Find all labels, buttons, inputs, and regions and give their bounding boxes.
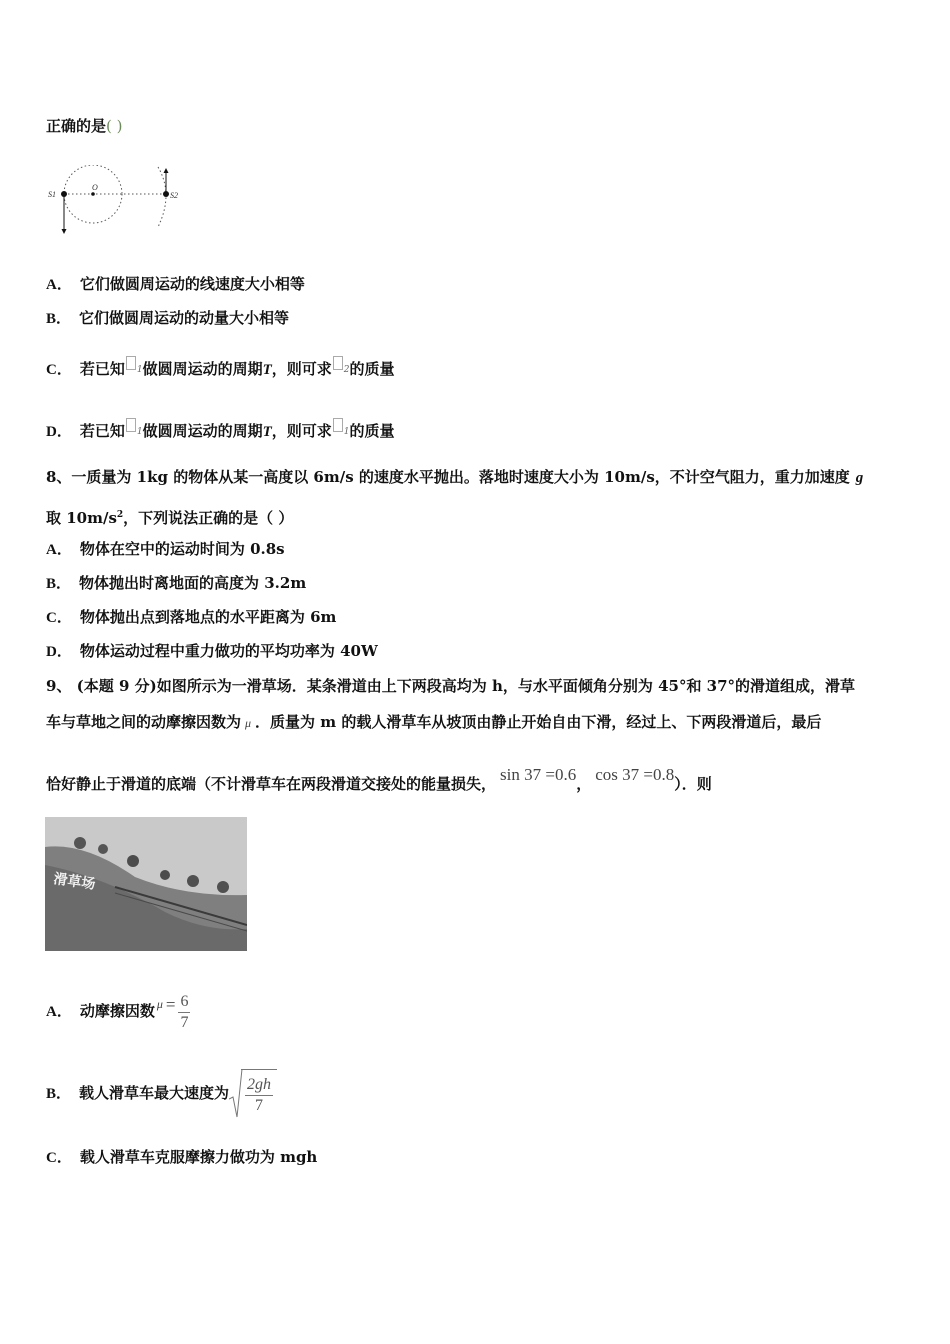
option-text: 它们做圆周运动的线速度大小相等	[79, 275, 305, 293]
option-key: D．	[46, 424, 72, 440]
option-text: 它们做圆周运动的动量大小相等	[79, 309, 290, 327]
option-key: B．	[46, 311, 72, 327]
q7-option-a	[46, 274, 305, 295]
mu-symbol: μ	[245, 716, 252, 730]
option-key: C．	[46, 1150, 72, 1166]
photo-tree	[160, 870, 170, 880]
subscript: 1	[343, 427, 350, 437]
fraction-numerator: 6	[178, 992, 190, 1013]
option-text-mid: 做圆周运动的周期	[142, 360, 263, 378]
q9-text: 9、 (本题 9 分)如图所示为一滑草场．某条滑道由上下两段高均为 h，与水平面倾角分别为 45°和 37°的滑道组成，滑草	[46, 677, 856, 695]
option-key: C．	[46, 610, 72, 626]
q9-text: 车与草地之间的动摩擦因数为	[46, 713, 242, 731]
photo-tree	[187, 875, 199, 887]
option-text: 物体抛出点到落地点的水平距离为 6m	[79, 608, 337, 626]
photo-tree	[74, 837, 86, 849]
q8-option-c	[46, 607, 336, 628]
superscript: 2	[116, 510, 124, 520]
q7-option-b	[46, 308, 289, 329]
q9-option-a	[46, 982, 190, 1031]
sin-formula: sin 37 =0.6	[500, 765, 577, 784]
q9-text: ）．则	[674, 775, 712, 793]
q9-text: ．质量为 m 的载人滑草车从坡顶由静止开始自由下滑，经过上、下两段滑道后，最后	[255, 713, 822, 731]
q8-text: ，下列说法正确的是（ ）	[123, 509, 294, 527]
orbit-arc-s2	[158, 167, 166, 227]
option-key: A．	[46, 542, 72, 558]
missing-symbol-placeholder	[333, 356, 343, 370]
fraction	[178, 992, 190, 1033]
period-variable: T	[262, 362, 272, 378]
option-key: C．	[46, 362, 72, 378]
label-o: O	[92, 183, 98, 192]
option-text: 物体抛出时离地面的高度为 3.2m	[79, 574, 307, 592]
mu-symbol: μ	[156, 997, 163, 1011]
subscript: 1	[136, 427, 143, 437]
q8-text: 取 10m/s	[46, 509, 117, 527]
q7-option-d	[46, 418, 395, 442]
missing-symbol-placeholder	[333, 418, 343, 432]
q7-option-c	[46, 356, 395, 380]
q8-text: 8、一质量为 1kg 的物体从某一高度以 6m/s 的速度水平抛出。落地时速度大小为 10m/s，不计空气阻力，重力加速度	[46, 468, 850, 486]
equals-sign: =	[165, 995, 176, 1014]
option-key: A．	[46, 1004, 72, 1020]
q9-text: ，	[576, 775, 592, 793]
q8-option-a	[46, 539, 285, 560]
intro-line	[46, 116, 123, 136]
photo-tree	[98, 844, 108, 854]
answer-paren: ( )	[106, 117, 123, 135]
q8-stem-line1	[46, 467, 863, 488]
missing-symbol-placeholder	[126, 356, 136, 370]
grass-ski-photo	[45, 817, 247, 951]
option-key: B．	[46, 1086, 72, 1102]
missing-symbol-placeholder	[126, 418, 136, 432]
square-root	[229, 1069, 277, 1120]
photo-tree	[127, 855, 139, 867]
subscript: 1	[136, 365, 143, 375]
option-text: 物体在空中的运动时间为 0.8s	[79, 540, 285, 558]
radical-sign	[229, 1069, 243, 1119]
gravity-symbol: g	[855, 470, 864, 486]
q9-text: 恰好静止于滑道的底端（不计滑草车在两段滑道交接处的能量损失，	[46, 775, 497, 793]
option-key: D．	[46, 644, 72, 660]
photo-sign-text: 滑草场	[52, 871, 97, 893]
q9-option-c	[46, 1147, 317, 1168]
fraction-denominator: 7	[180, 1013, 189, 1031]
option-text-pre: 若已知	[79, 422, 125, 440]
option-text-tail: 的质量	[349, 360, 395, 378]
option-key: A．	[46, 277, 72, 293]
label-s2: S2	[170, 191, 178, 200]
option-key: B．	[46, 576, 72, 592]
q8-option-d	[46, 641, 378, 662]
option-text-mid: 做圆周运动的周期	[142, 422, 263, 440]
label-s1: S1	[48, 190, 56, 199]
q9-stem-line3	[46, 765, 712, 794]
option-text: 载人滑草车最大速度为	[79, 1084, 230, 1102]
fraction	[245, 1075, 273, 1116]
radicand	[241, 1069, 277, 1120]
q8-stem-line2	[46, 505, 293, 528]
option-text: 物体运动过程中重力做功的平均功率为 40W	[79, 642, 378, 660]
arrow-head-s2	[164, 168, 169, 173]
fraction-numerator: 2gh	[245, 1075, 273, 1096]
intro-text: 正确的是	[46, 117, 107, 135]
period-variable: T	[262, 424, 272, 440]
binary-star-figure	[46, 165, 186, 237]
option-text-pre: 若已知	[79, 360, 125, 378]
center-o	[91, 192, 95, 196]
option-text-post: ，则可求	[271, 422, 332, 440]
q8-option-b	[46, 573, 306, 594]
cos-formula: cos 37 =0.8	[595, 765, 675, 784]
option-text-tail: 的质量	[349, 422, 395, 440]
q9-option-b	[46, 1068, 277, 1118]
option-text: 载人滑草车克服摩擦力做功为 mgh	[79, 1148, 318, 1166]
q9-stem-line2	[46, 712, 821, 733]
option-text: 动摩擦因数	[79, 1002, 155, 1020]
fraction-denominator: 7	[255, 1097, 264, 1114]
subscript: 2	[343, 365, 350, 375]
photo-tree	[217, 881, 229, 893]
q9-stem-line1	[46, 676, 855, 696]
option-text-post: ，则可求	[271, 360, 332, 378]
arrow-head-s1	[62, 229, 67, 234]
